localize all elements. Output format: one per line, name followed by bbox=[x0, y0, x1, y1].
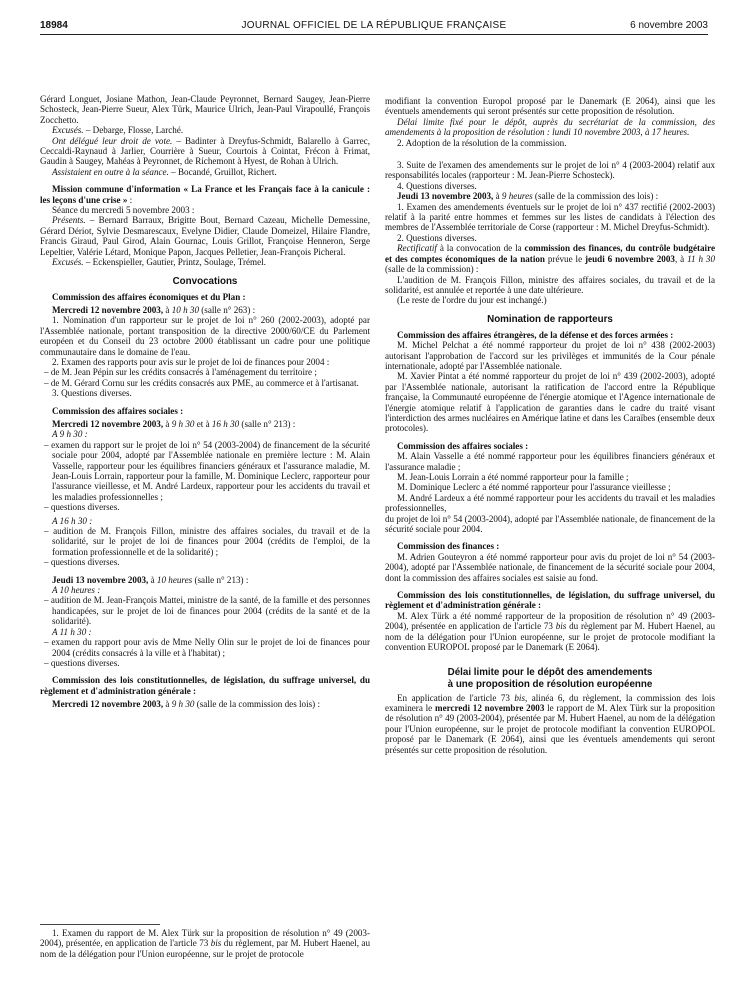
footnote-text: 1. Examen du rapport de M. Alex Türk sur la proposition de résolution n° 49 (2003-2004), présentée, en application de l'article 73 bis du règlement, par M. Hubert Haenel, au nom de la délégation pour l'Union européenne, sur le projet de protocole bbox=[40, 928, 370, 959]
social-1630-item-b: – questions diverses. bbox=[44, 557, 120, 568]
social-1130-item-a: – examen du rapport pour avis de Mme Nelly Olin sur le projet de loi de finances pour 2004 (crédits consacrés à la ville et à l'habitat) ; bbox=[44, 637, 370, 658]
footnote bbox=[40, 928, 370, 959]
social-930-item-b: – questions diverses. bbox=[44, 502, 120, 513]
present-members-paragraph: Présents. – Bernard Barraux, Brigitte Bout, Bernard Cazeau, Michelle Demessine, Gérard Dériot, Sylvie Desmarescaux, Evelyne Didier, Claude Domeizel, Hilaire Flandre, Francis Giraud, Paul Girod, Alain Gournac, Louis Grillot, Françoise Henneron, Serge Lepeltier, Valérie Létard, Monique Papon, Jacques Pelletier, Jean-François Picheral. bbox=[40, 215, 370, 257]
economic-item-2: 2. Examen des rapports pour avis sur le projet de loi de finances pour 2004 : bbox=[52, 356, 330, 367]
time-10h-label: A 10 heures : bbox=[52, 585, 101, 596]
time-1130-label: A 11 h 30 : bbox=[52, 626, 92, 637]
journal-title: JOURNAL OFFICIEL DE LA RÉPUBLIQUE FRANÇAISE bbox=[241, 20, 507, 31]
economic-item-2a: – de M. Jean Pépin sur les crédits consacrés à l'aménagement du territoire ; bbox=[44, 367, 317, 378]
resolution-adoption-item: 2. Adoption de la résolution de la commission. bbox=[397, 137, 567, 148]
local-responsibilities-item: 3. Suite de l'examen des amendements sur le projet de loi n° 4 (2003-2004) relatif aux responsabilités locales (rapporteur : M. Jean-Pierre Schosteck). bbox=[385, 160, 715, 181]
finance-committee-heading: Commission des finances : bbox=[397, 541, 500, 552]
social-rapporteur-bill: du projet de loi n° 54 (2003-2004), adopté par l'Assemblée nationale, de financement de la sécurité sociale pour 2004. bbox=[385, 513, 715, 535]
time-1630-label: A 16 h 30 : bbox=[52, 515, 93, 526]
rectificatif-paragraph: Rectificatif à la convocation de la commission des finances, du contrôle budgétaire et des comptes économiques de la nation prévue le jeudi 6 novembre 2003, à 11 h 30 (salle de la commission) : bbox=[385, 243, 716, 275]
amendment-deadline: Délai limite fixé pour le dépôt, auprès du secrétariat de la commission, des amendements à la proposition de résolution : lundi 10 novembre 2003, à 17 heures. bbox=[385, 116, 715, 138]
deadline-paragraph: En application de l'article 73 bis, alinéa 6, du règlement, la commission des lois examinera le mercredi 12 novembre 2003 le rapport de M. Alex Türk sur la proposition de résolution n° 49 (2003-2004), présentée par M. Hubert Haenel, au nom de la délégation pour l'Union européenne, sur le projet de protocole modifiant la convention EUROPOL proposé par le Danemark (E 2064), ainsi que les éventuels amendements qui seront présentés sur cette proposition de résolution. bbox=[385, 692, 715, 755]
deadline-heading-line-1: Délai limite pour le dépôt des amendements bbox=[447, 666, 653, 678]
economic-meeting-date: Mercredi 12 novembre 2003, à 10 h 30 (salle n° 263) : bbox=[52, 304, 256, 315]
laws-committee-heading-right: Commission des lois constitutionnelles, de législation, du suffrage universel, du règlement et d'administration générale : bbox=[385, 590, 715, 611]
foreign-affairs-committee-heading: Commission des affaires étrangères, de la défense et des forces armées : bbox=[397, 329, 674, 340]
left-column bbox=[40, 94, 370, 710]
deadline-heading-line-2: à une proposition de résolution européenne bbox=[447, 678, 653, 690]
economic-item-1: 1. Nomination d'un rapporteur sur le projet de loi n° 260 (2002-2003), adopté par l'Assemblée nationale, portant transposition de la directive 2000/60/CE du Parlement européen et du Conseil du 23 octobre 2000 établissant un cadre pour une politique communautaire dans le domaine de l'eau. bbox=[40, 315, 370, 357]
thursday-meeting-date: Jeudi 13 novembre 2003, à 10 heures (salle n° 213) : bbox=[52, 574, 249, 585]
social-10h-item-a: – audition de M. Jean-François Mattei, ministre de la santé, de la famille et des personnes handicapées, sur le projet de loi de finances pour 2004 (crédits de la santé et de la solidarité). bbox=[44, 595, 370, 627]
page-header bbox=[40, 20, 708, 34]
convocations-heading: Convocations bbox=[172, 275, 238, 287]
page-number: 18984 bbox=[40, 20, 68, 31]
also-present-paragraph: Assistaient en outre à la séance. – Bocandé, Gruillot, Richert. bbox=[52, 166, 277, 177]
foreign-rapporteur-2: M. Xavier Pintat a été nommé rapporteur du projet de loi n° 439 (2002-2003), adopté par l'Assemblée nationale, autorisant la ratification de l'accord entre la République française, la Communauté européenne de l'énergie atomique et l'Agence internationale de l'énergie atomique relatif à l'application de garanties dans le cadre du traité visant l'interdiction des armes nucléaires en Amérique latine et dans les Caraïbes (ensemble deux protocoles). bbox=[385, 371, 715, 434]
finance-rapporteur: M. Adrien Gouteyron a été nommé rapporteur pour avis du projet de loi n° 54 (2003-2004), adopté par l'Assemblée nationale, de financement de la sécurité sociale pour 2004, dont la commission des affaires sociales est saisie au fond. bbox=[385, 551, 715, 583]
economic-committee-heading: Commission des affaires économiques et du Plan : bbox=[52, 291, 246, 302]
right-column bbox=[385, 96, 715, 755]
laws-thursday-date: Jeudi 13 novembre 2003, à 9 heures (salle de la commission des lois) : bbox=[397, 191, 659, 202]
economic-item-3: 3. Questions diverses. bbox=[52, 388, 132, 399]
foreign-rapporteur-1: M. Michel Pelchat a été nommé rapporteur du projet de loi n° 438 (2002-2003) autorisant l'approbation de l'accord sur les privilèges et immunités de la Cour pénale internationale, adopté par l'Assemblée nationale. bbox=[385, 340, 715, 371]
deadline-heading bbox=[385, 667, 715, 691]
social-committee-heading: Commission des affaires sociales : bbox=[52, 405, 184, 416]
social-rapporteur-4: M. André Lardeux a été nommé rapporteur pour les accidents du travail et les maladies professionnelles, bbox=[385, 492, 715, 514]
social-affairs-committee-heading: Commission des affaires sociales : bbox=[397, 440, 529, 451]
footnote-rule bbox=[40, 924, 160, 925]
agenda-unchanged-note: (Le reste de l'ordre du jour est inchangé.) bbox=[397, 295, 547, 306]
social-rapporteur-2: M. Jean-Louis Lorrain a été nommé rapporteur pour la famille ; bbox=[397, 472, 629, 482]
proxy-votes-paragraph: Ont délégué leur droit de vote. – Badinter à Dreyfus-Schmidt, Balarello à Garrec, Ceccaldi-Raynaud à Jarlier, Courrière à Sueur, Courtois à Cointat, Frécon à Frimat, Gaudin à Saugey, Mahéas à Peyronnet, de Richemont à Hyest, de Rohan à Ulrich. bbox=[40, 135, 370, 167]
rapporteurs-heading: Nomination de rapporteurs bbox=[487, 313, 613, 325]
economic-item-2b: – de M. Gérard Cornu sur les crédits consacrés aux PME, au commerce et à l'artisanat. bbox=[44, 377, 359, 388]
questions-item: 4. Questions diverses. bbox=[397, 180, 477, 191]
session-date: Séance du mercredi 5 novembre 2003 : bbox=[52, 205, 195, 216]
issue-date: 6 novembre 2003 bbox=[630, 20, 708, 31]
laws-rapporteur: M. Alex Türk a été nommé rapporteur de la proposition de résolution n° 49 (2003-2004), présentée en application de l'article 73 bis du règlement par M. Hubert Haenel, au nom de la délégation pour l'Union européenne, sur le projet de protocole modifiant la convention EUROPOL proposé par le Danemark (E 2064). bbox=[385, 610, 715, 653]
mission-heading: Mission commune d'information « La France et les Français face à la canicule : les leçons d'une crise » : bbox=[40, 184, 370, 205]
parity-bill-item: 1. Examen des amendements éventuels sur le projet de loi n° 437 rectifié (2002-2003) relatif à la parité entre hommes et femmes sur les listes de candidats à l'élection des membres de l'Assemblée territoriale de Corse (rapporteur : M. Michel Dreyfus-Schmidt). bbox=[385, 201, 715, 233]
laws-committee-heading: Commission des lois constitutionnelles, de législation, du suffrage universel, du règlement et d'administration générale : bbox=[40, 675, 370, 696]
social-1630-item-a: – audition de M. François Fillon, ministre des affaires sociales, du travail et de la solidarité, sur le projet de loi de finances pour 2004 (crédits de l'emploi, de la formation professionnelle et de la solidarité) ; bbox=[44, 526, 370, 557]
social-1130-item-b: – questions diverses. bbox=[44, 657, 120, 668]
convention-paragraph: modifiant la convention Europol proposé par le Danemark (E 2064), ainsi que les éventuels amendements qui seront présentés sur cette proposition de résolution. bbox=[385, 96, 715, 117]
header-rule bbox=[40, 34, 708, 35]
social-930-item-a: – examen du rapport sur le projet de loi n° 54 (2003-2004) de financement de la sécurité sociale pour 2004, adopté par l'Assemblée nationale en première lecture : M. Alain Vasselle, rapporteur pour les équilibres financiers généraux et l'assurance maladie, M. Jean-Louis Lorrain, rapporteur pour la famille, M. Dominique Leclerc, rapporteur pour l'assurance vieillesse, et M. André Lardeux, rapporteur pour les accidents du travail et les maladies professionnelles ; bbox=[44, 439, 370, 502]
social-rapporteur-1: M. Alain Vasselle a été nommé rapporteur pour les équilibres financiers généraux et l'assurance maladie ; bbox=[385, 451, 715, 472]
excused-paragraph: Excusés. – Debarge, Flosse, Larché. bbox=[52, 125, 184, 136]
attendees-paragraph: Gérard Longuet, Josiane Mathon, Jean-Claude Peyronnet, Bernard Saugey, Jean-Pierre Schosteck, Jean-Pierre Sueur, Alex Türk, Maurice Ulrich, Jean-Paul Virapoullé, François Zocchetto. bbox=[40, 94, 370, 125]
time-930-label: A 9 h 30 : bbox=[52, 429, 88, 440]
social-meeting-date: Mercredi 12 novembre 2003, à 9 h 30 et à 16 h 30 (salle n° 213) : bbox=[52, 418, 296, 429]
excused-members-paragraph: Excusés. – Eckenspieller, Gautier, Printz, Soulage, Trémel. bbox=[52, 257, 266, 268]
hearing-cancelled-paragraph: L'audition de M. François Fillon, ministre des affaires sociales, du travail et de la solidarité, est annulée et reportée à une date ultérieure. bbox=[385, 274, 715, 295]
laws-meeting-date: Mercredi 12 novembre 2003, à 9 h 30 (salle de la commission des lois) : bbox=[52, 699, 320, 710]
laws-questions-item: 2. Questions diverses. bbox=[397, 232, 477, 243]
social-rapporteur-3: M. Dominique Leclerc a été nommé rapporteur pour l'assurance vieillesse ; bbox=[397, 482, 671, 493]
